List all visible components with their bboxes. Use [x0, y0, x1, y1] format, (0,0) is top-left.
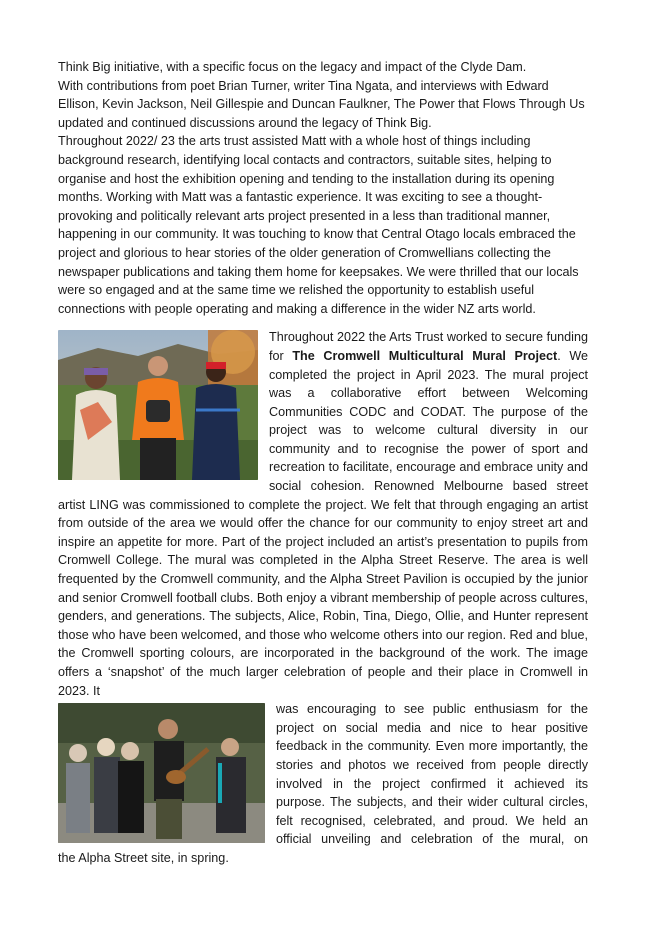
contributions-paragraph: With contributions from poet Brian Turner, writer Tina Ngata, and interviews with Edward Ellison, Kevin Jackson, Neil Gillespie and Duncan Faulkner, The Power that Flows Through Us updated and continued discussions around the legacy of Think Big. [58, 78, 585, 130]
mural-last-line: the Alpha Street site, in spring. [58, 850, 229, 865]
arts-trust-paragraph: Throughout 2022/ 23 the arts trust assisted Matt with a whole host of things including background research, identifying local contacts and contractors, suitable sites, helping to organise and host the exhibition opening and tending to the installation during its opening months. Working with Matt was a fantastic experience. It was exciting to see a thought-provoking and politically relevant arts project presented in a less than traditional manner, happening in our community. It was touching to know that Central Otago locals embraced the project and glorious to hear stories of the older generation of Cromwellians collecting the newspaper publications and taking them home for keepsakes. We were thrilled that our locals were so engaged and at the same time we relished the opportunity to establish useful connections with people operating and making a difference in the wider NZ arts world. [58, 134, 579, 316]
mural-project-name: The Cromwell Multicultural Mural Project [292, 348, 558, 363]
intro-line: Think Big initiative, with a specific focus on the legacy and impact of the Clyde Dam. [58, 60, 527, 74]
mural-lead-text: Throughout 2022 the Arts Trust worked to secure funding for [269, 330, 588, 363]
mural-body-text: . We completed the project in April 2023. The mural project was a collaborative effort between Welcoming Communities CODC and CODAT. The purpose of the project was to welcome cultural diversity in our community and to recognise the power of sport and recreation to facilitate, encourage and embrace unity and social cohesion. Renowned Melbourne based street artist LING was commissioned to complete the project. We felt that through engaging an artist from outside of the area we would offer the chance for our community to enjoy street art and inspire an appetite for more. Part of the project included an artist’s presentation to pupils from Cromwell College. The mural was completed in the Alpha Street Reserve. The area is well frequented by the Cromwell community, and the Alpha Street Pavilion is occupied by the junior and senior Cromwell football clubs. Both enjoy a vibrant membership of people across cultures, genders, and generations. The subjects, Alice, Robin, Tina, Diego, Ollie, and Hunter represent those who have been welcomed, and those who welcome others into our region. Red and blue, the Cromwell sporting colours, are incorporated in the background of the work. The image offers a ‘snapshot’ of the much larger celebration of people and their place in Cromwell in 2023. It [58, 348, 588, 698]
group-photo-image [58, 330, 258, 480]
document-page [58, 58, 588, 868]
mural-continued-text: was encouraging to see public enthusiasm for the project on social media and nice to hear positive feedback in the community. Even more importantly, the stories and photos we received from people directly involved in the project confirmed it achieved its purpose. The subjects, and their wider cultural circles, felt recognised, celebrated, and proud. We held an official unveiling and celebration of the mural, on [276, 702, 588, 847]
unveiling-photo-image [58, 703, 265, 843]
